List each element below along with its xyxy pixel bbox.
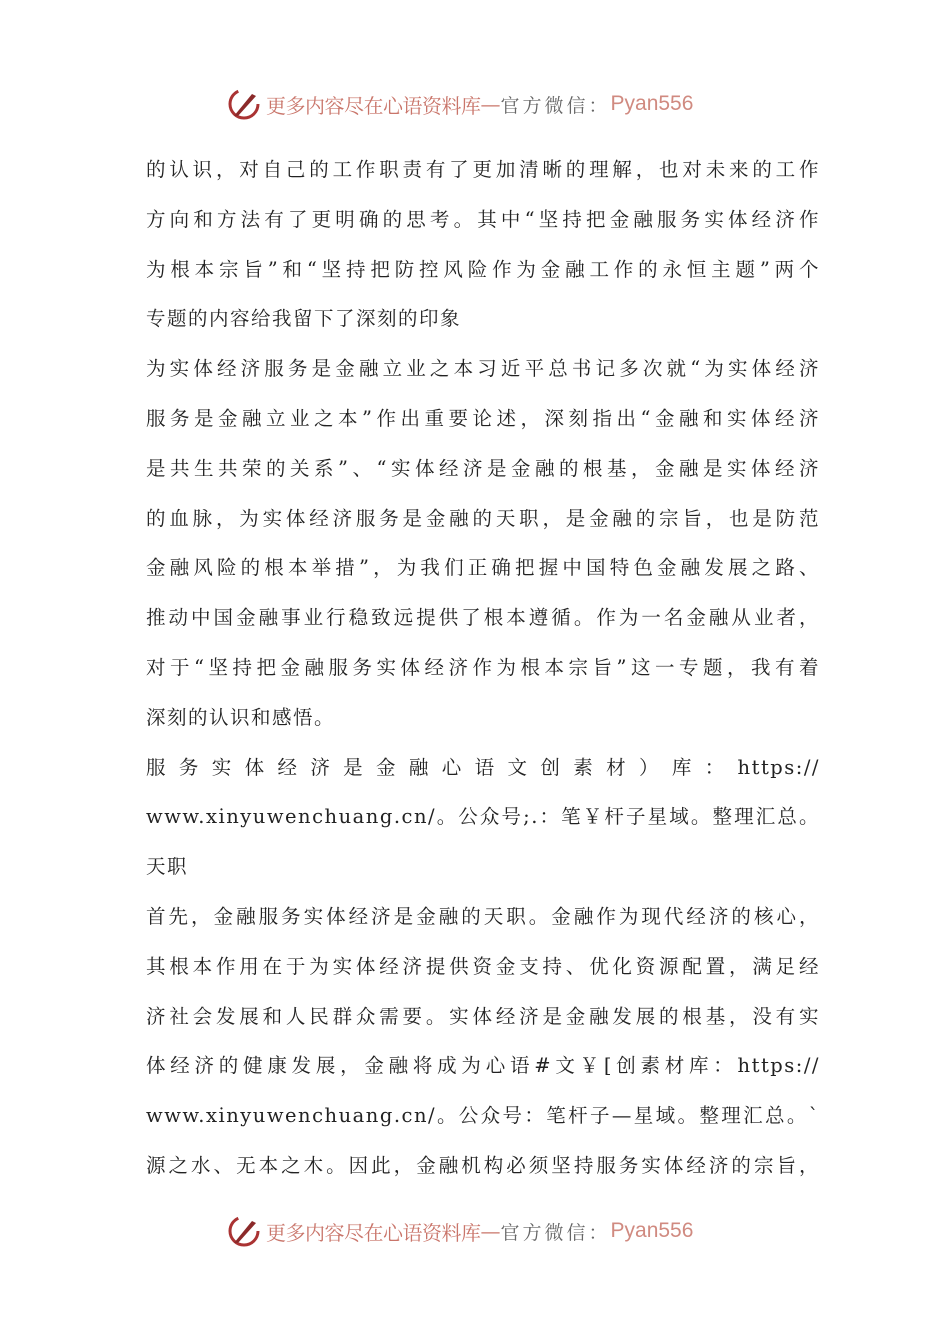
banner-wechat-id: Pyan556 — [610, 1219, 694, 1242]
text-line: 的血脉，为实体经济服务是金融的天职，是金融的宗旨，也是防范 — [146, 506, 820, 530]
text-line: 首先，金融服务实体经济是金融的天职。金融作为现代经济的核心， — [146, 904, 820, 928]
text-line: 金融风险的根本举措”，为我们正确把握中国特色金融发展之路、 — [146, 556, 820, 580]
quill-logo-icon — [226, 86, 262, 122]
banner-wechat-label: 官方微信： — [500, 1221, 611, 1244]
banner-dash: — — [480, 92, 501, 116]
banner-wechat-label: 官方微信： — [500, 94, 611, 117]
banner-site-text: 更多内容尽在心语资料库 — [266, 1220, 481, 1245]
text-line: 体经济的健康发展，金融将成为心语#文￥[创素材库：https:// — [146, 1054, 820, 1078]
text-line: 方向和方法有了更明确的思考。其中“坚持把金融服务实体经济作 — [146, 207, 820, 231]
text-line: 为实体经济服务是金融立业之本习近平总书记多次就“为实体经济 — [146, 357, 820, 381]
text-line: 源之水、无本之木。因此，金融机构必须坚持服务实体经济的宗旨， — [146, 1153, 820, 1177]
text-line: 济社会发展和人民群众需要。实体经济是金融发展的根基，没有实 — [146, 1004, 820, 1028]
text-line: 对于“坚持把金融服务实体经济作为根本宗旨”这一专题，我有着 — [146, 655, 820, 679]
text-line: 天职 — [146, 855, 189, 879]
text-line: www.xinyuwenchuang.cn/。公众号;.：笔￥杆子星域。整理汇总。 — [146, 805, 820, 829]
text-line: 是共生共荣的关系”、“实体经济是金融的根基，金融是实体经济 — [146, 456, 820, 480]
document-body — [146, 145, 820, 1191]
footer-banner — [226, 1211, 726, 1251]
quill-logo-icon — [226, 1213, 262, 1249]
text-line: 推动中国金融事业行稳致远提供了根本遵循。作为一名金融从业者， — [146, 606, 820, 630]
text-line: 专题的内容给我留下了深刻的印象 — [146, 307, 462, 331]
text-line: 服务是金融立业之本”作出重要论述，深刻指出“金融和实体经济 — [146, 406, 820, 430]
text-line: 深刻的认识和感悟。 — [146, 705, 336, 729]
banner-site-text: 更多内容尽在心语资料库 — [266, 93, 481, 118]
header-banner — [226, 84, 726, 124]
banner-dash: — — [480, 1219, 501, 1243]
text-line: 其根本作用在于为实体经济提供资金支持、优化资源配置，满足经 — [146, 954, 820, 978]
text-line: 为根本宗旨”和“坚持把防控风险作为金融工作的永恒主题”两个 — [146, 257, 820, 281]
text-line: www.xinyuwenchuang.cn/。公众号：笔杆子—星域。整理汇总。` — [146, 1104, 820, 1128]
text-line: 的认识，对自己的工作职责有了更加清晰的理解，也对未来的工作 — [146, 158, 820, 181]
banner-wechat-id: Pyan556 — [610, 92, 694, 115]
text-line: 服 务 实 体 经 济 是 金 融 心 语 文 创 素 材 ） 库 ： https:// — [146, 755, 820, 779]
